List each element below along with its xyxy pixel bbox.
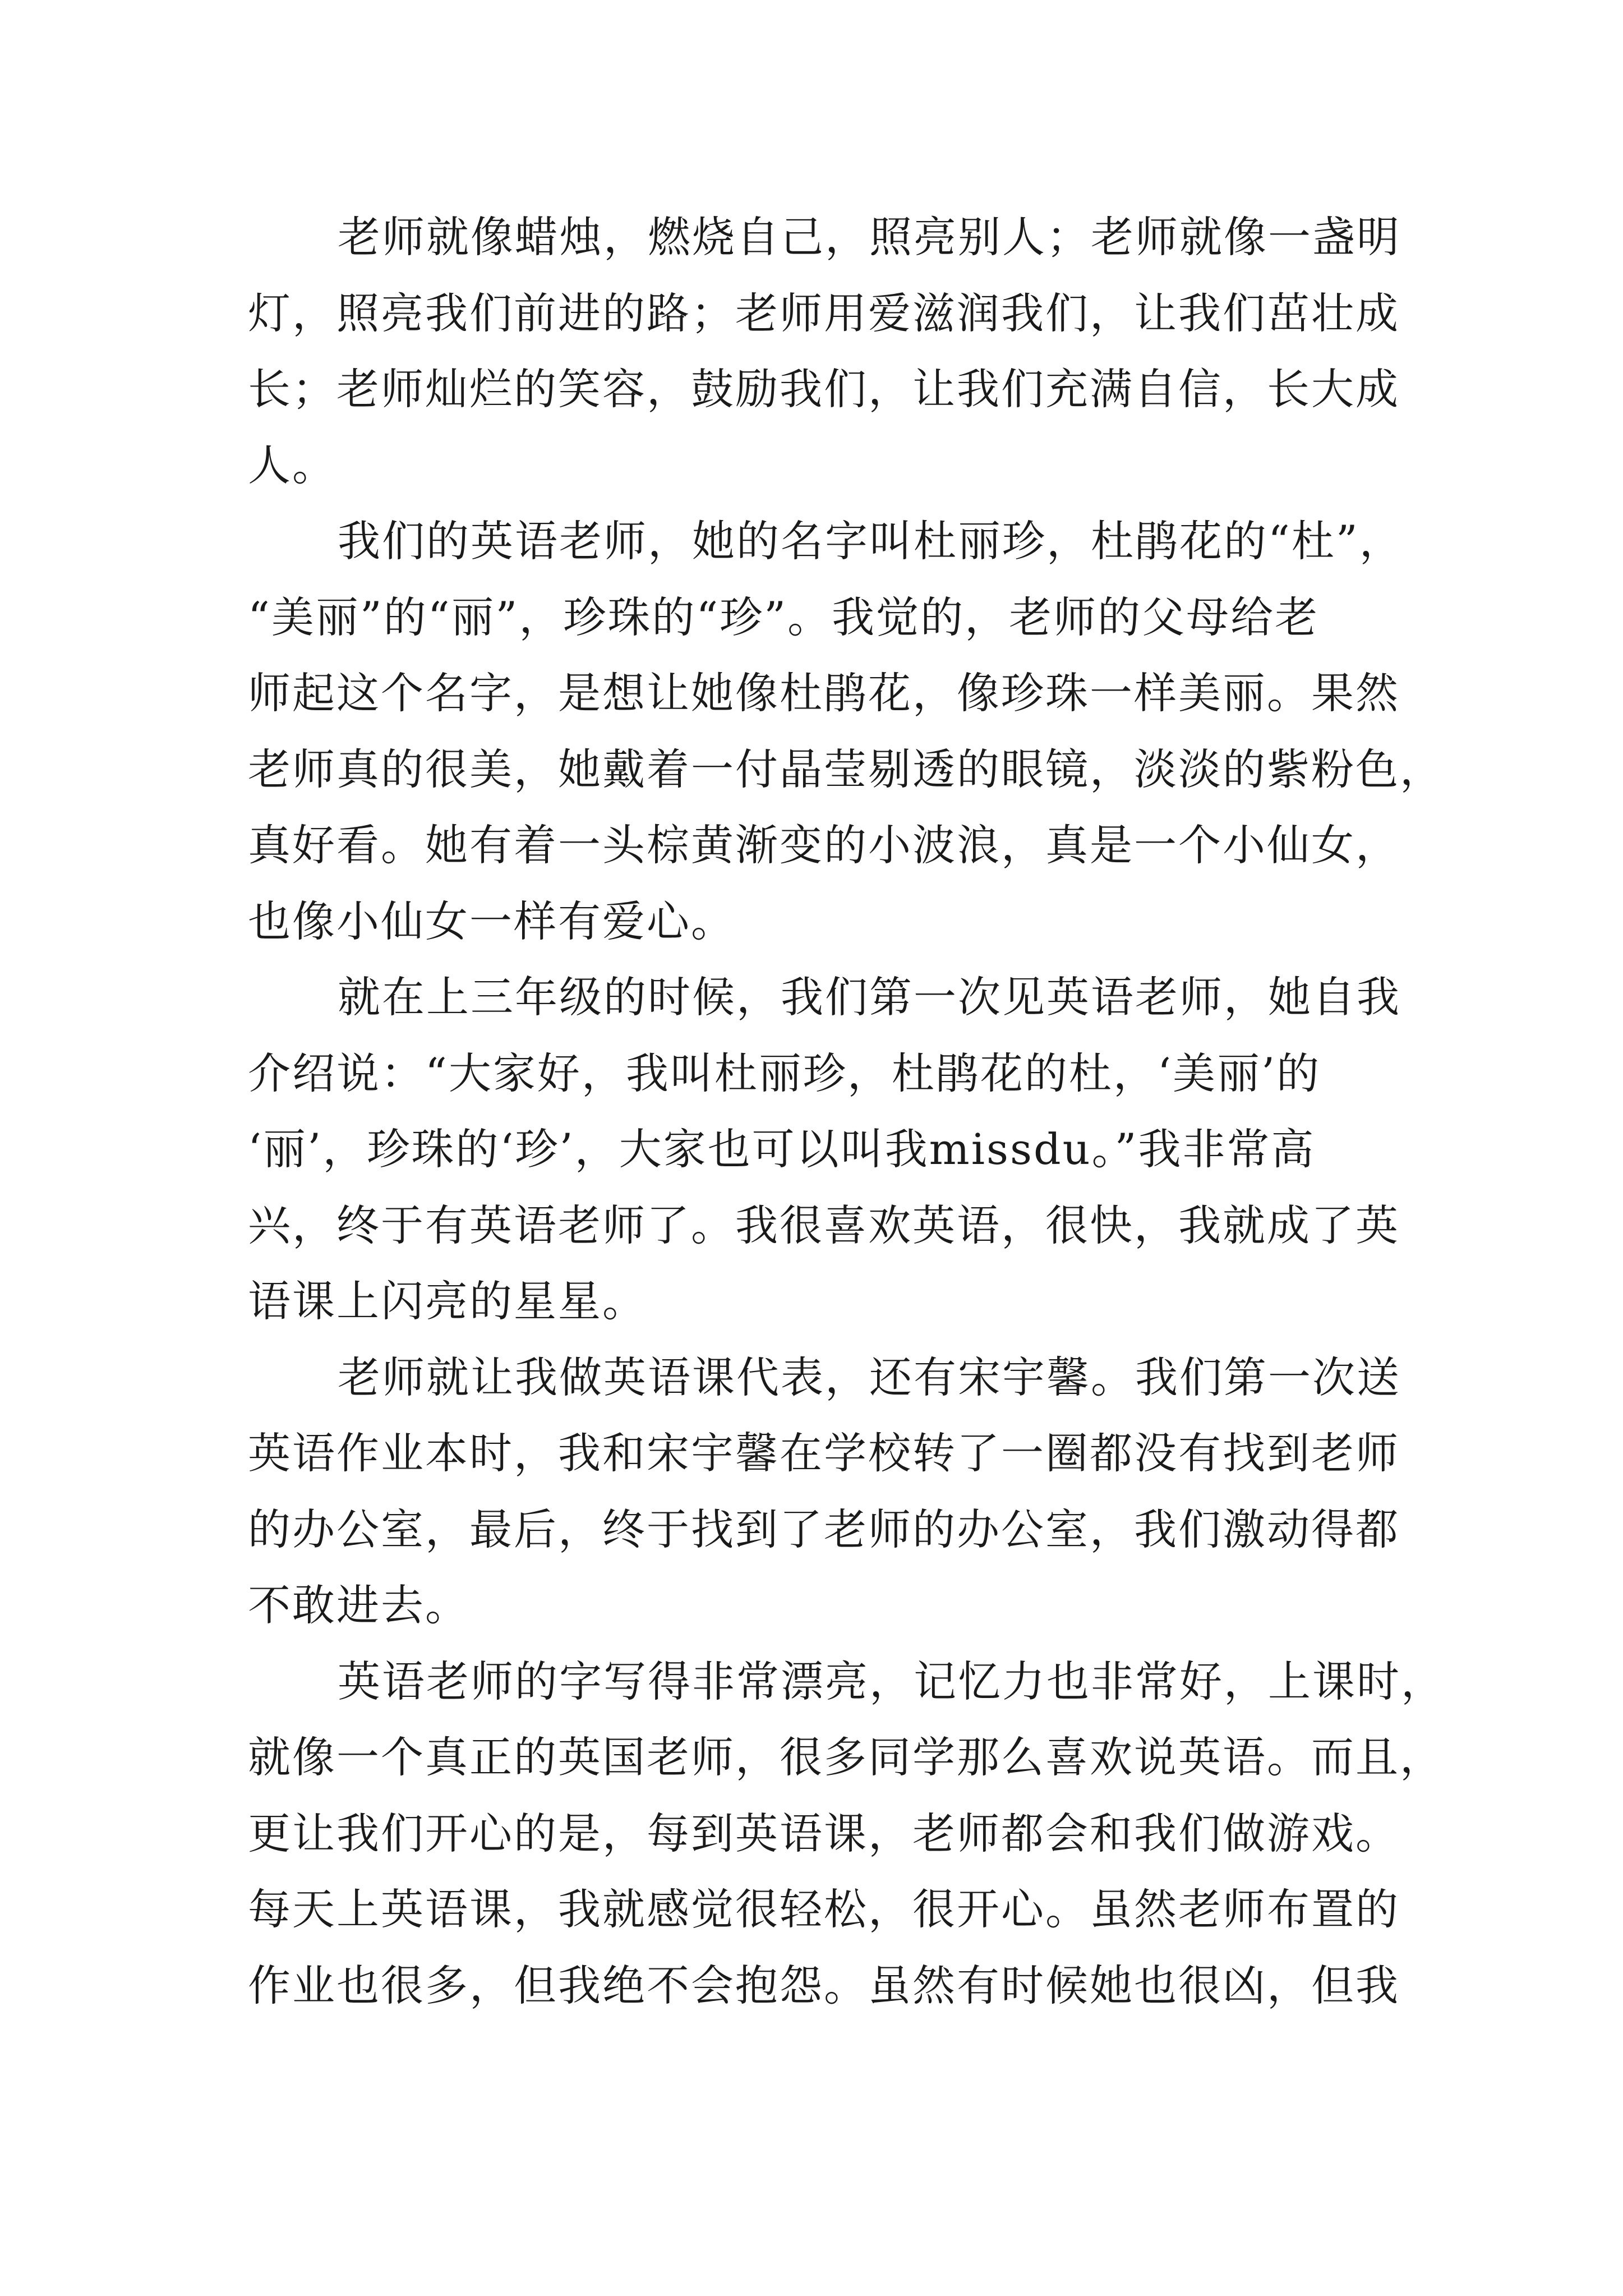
text-line: 语课上闪亮的星星。	[248, 1276, 647, 1326]
text-line: 就在上三年级的时候，我们第一次见英语老师，她自我	[338, 972, 1401, 1022]
text-line: 老师就让我做英语课代表，还有宋宇馨。我们第一次送	[338, 1352, 1401, 1402]
text-line: 人。	[248, 440, 336, 490]
text-line: 灯，照亮我们前进的路；老师用爱滋润我们，让我们茁壮成	[248, 288, 1400, 338]
text-line: “美丽”的“丽”，珍珠的“珍”。我觉的，老师的父母给老	[248, 592, 1320, 642]
text-line: 的办公室，最后，终于找到了老师的办公室，我们激动得都	[248, 1504, 1400, 1554]
essay-body	[248, 199, 1445, 2023]
text-line: 英语老师的字写得非常漂亮，记忆力也非常好，上课时，	[338, 1656, 1445, 1706]
text-line: 师起这个名字，是想让她像杜鹃花，像珍珠一样美丽。果然	[248, 668, 1400, 718]
text-line: 我们的英语老师，她的名字叫杜丽珍，杜鹃花的“杜”，	[338, 516, 1404, 566]
text-line: 更让我们开心的是，每到英语课，老师都会和我们做游戏。	[248, 1808, 1400, 1858]
text-line: 真好看。她有着一头棕黄渐变的小波浪，真是一个小仙女，	[248, 820, 1400, 870]
text-line: 兴，终于有英语老师了。我很喜欢英语，很快，我就成了英	[248, 1200, 1400, 1250]
text-line: 每天上英语课，我就感觉很轻松，很开心。虽然老师布置的	[248, 1884, 1400, 1934]
text-line: 介绍说：“大家好，我叫杜丽珍，杜鹃花的杜，‘美丽’的	[248, 1048, 1321, 1098]
text-line: 长；老师灿烂的笑容，鼓励我们，让我们充满自信，长大成	[248, 364, 1400, 414]
text-line: ‘丽’，珍珠的‘珍’，大家也可以叫我missdu。”我非常高	[248, 1124, 1316, 1174]
text-line: 老师就像蜡烛，燃烧自己，照亮别人；老师就像一盏明	[338, 212, 1401, 262]
text-line: 不敢进去。	[248, 1580, 469, 1630]
text-line: 就像一个真正的英国老师，很多同学那么喜欢说英语。而且，	[248, 1732, 1444, 1782]
text-line: 老师真的很美，她戴着一付晶莹剔透的眼镜，淡淡的紫粉色，	[248, 744, 1444, 794]
text-line: 也像小仙女一样有爱心。	[248, 896, 735, 946]
text-line: 作业也很多，但我绝不会抱怨。虽然有时候她也很凶，但我	[248, 1960, 1400, 2010]
text-line: 英语作业本时，我和宋宇馨在学校转了一圈都没有找到老师	[248, 1428, 1400, 1478]
